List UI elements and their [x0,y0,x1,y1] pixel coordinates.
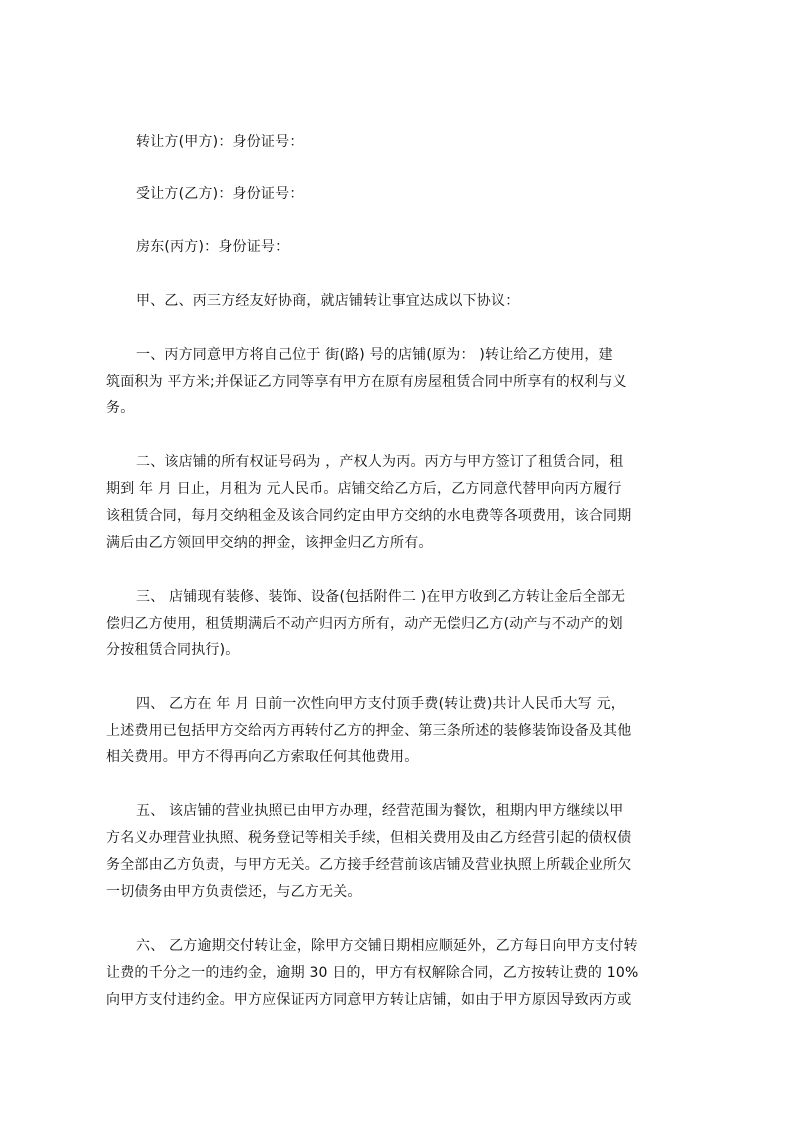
clause-4-line-3: 相关费用。甲方不得再向乙方索取任何其他费用。 [106,749,419,765]
clause-2-line-2: 期到 年 月 日止，月租为 元人民币。店铺交给乙方后，乙方同意代替甲向丙方履行 [106,481,622,497]
clause-6-line-1: 六、 乙方逾期交付转让金，除甲方交铺日期相应顺延外，乙方每日向甲方支付转 [136,938,638,954]
clause-6-line-2: 让费的千分之一的违约金，逾期 30 日的，甲方有权解除合同，乙方按转让费的 10% [106,965,639,981]
clause-1-line-3: 务。 [106,400,135,416]
clause-4-line-2: 上述费用已包括甲方交给丙方再转付乙方的押金、第三条所述的装修装饰设备及其他 [106,723,632,739]
clause-1-line-1: 一、丙方同意甲方将自己位于 街(路) 号的店铺(原为： )转让给乙方使用，建 [136,347,613,363]
clause-3-line-3: 分按租赁合同执行)。 [106,642,240,658]
clause-5-line-4: 一切债务由甲方负责偿还，与乙方无关。 [106,884,362,900]
preamble: 甲、乙、丙三方经友好协商，就店铺转让事宜达成以下协议： [136,293,520,309]
clause-4-line-1: 四、 乙方在 年 月 日前一次性向甲方支付顶手费(转让费)共计人民币大写 元， [136,696,625,712]
landlord-line: 房东(丙方)：身份证号： [136,239,290,255]
transferor-line: 转让方(甲方)：身份证号： [136,134,304,150]
clause-6-line-3: 向甲方支付违约金。甲方应保证丙方同意甲方转让店铺，如由于甲方原因导致丙方或 [106,992,632,1008]
clause-3-line-2: 偿归乙方使用，租赁期满后不动产归丙方所有，动产无偿归乙方(动产与不动产的划 [106,616,623,632]
clause-3-line-1: 三、 店铺现有装修、装饰、设备(包括附件二 )在甲方收到乙方转让金后全部无 [136,589,626,605]
transferee-line: 受让方(乙方)：身份证号： [136,186,304,202]
clause-1-line-2: 筑面积为 平方米;并保证乙方同等享有甲方在原有房屋租赁合同中所享有的权利与义 [106,374,627,390]
clause-2-line-4: 满后由乙方领回甲交纳的押金，该押金归乙方所有。 [106,535,433,551]
clause-2-line-3: 该租赁合同，每月交纳租金及该合同约定由甲方交纳的水电费等各项费用，该合同期 [106,508,632,524]
clause-2-line-1: 二、该店铺的所有权证号码为 ，产权人为丙。丙方与甲方签订了租赁合同，租 [136,454,624,470]
clause-5-line-2: 方名义办理营业执照、税务登记等相关手续，但相关费用及由乙方经营引起的债权债 [106,830,632,846]
clause-5-line-1: 五、 该店铺的营业执照已由甲方办理，经营范围为餐饮，租期内甲方继续以甲 [136,803,624,819]
clause-5-line-3: 务全部由乙方负责，与甲方无关。乙方接手经营前该店铺及营业执照上所载企业所欠 [106,857,632,873]
